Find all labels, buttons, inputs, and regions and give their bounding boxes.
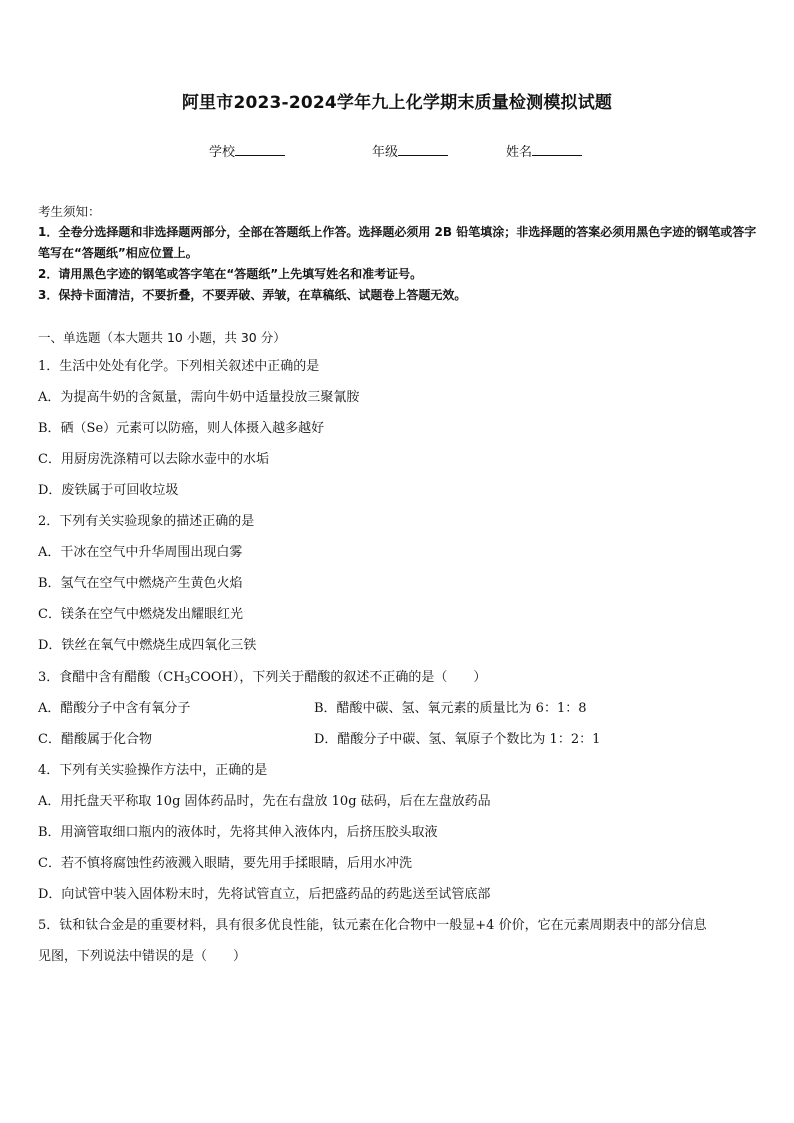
school-label: 学校 xyxy=(209,145,236,160)
school-blank[interactable] xyxy=(235,143,285,156)
question-4-option-b: B．用滴管取细口瓶内的液体时，先将其伸入液体内，后挤压胶头取液 xyxy=(38,825,438,840)
question-3-option-a: A．醋酸分子中含有氧分子 xyxy=(38,701,191,716)
grade-field xyxy=(372,141,448,160)
question-1-stem: 1．生活中处处有化学。下列相关叙述中正确的是 xyxy=(38,359,320,374)
question-5-stem-line-1: 5．钛和钛合金是的重要材料，具有很多优良性能，钛元素在化合物中一般显+4 价价，它在元素周期表中的部分信息 xyxy=(38,918,707,933)
section-heading: 一、单选题（本大题共 10 小题，共 30 分） xyxy=(38,330,286,345)
question-2-stem: 2．下列有关实验现象的描述正确的是 xyxy=(38,514,255,529)
question-3-option-d: D．醋酸分子中碳、氢、氧原子个数比为 1：2：1 xyxy=(314,732,601,747)
name-label: 姓名 xyxy=(506,145,533,160)
notice-item-2: 2．请用黑色字迹的钢笔或答字笔在“答题纸”上先填写姓名和准考证号。 xyxy=(38,267,423,281)
question-2-option-d: D．铁丝在氧气中燃烧生成四氧化三铁 xyxy=(38,638,257,653)
school-field xyxy=(209,141,285,160)
grade-blank[interactable] xyxy=(398,143,448,156)
question-1-option-b: B．硒（Se）元素可以防癌，则人体摄入越多越好 xyxy=(38,421,325,436)
notice-heading: 考生须知： xyxy=(38,204,101,219)
exam-notice xyxy=(38,201,758,306)
notice-item-1: 1．全卷分选择题和非选择题两部分，全部在答题纸上作答。选择题必须用 2B 铅笔填涂；非选择题的答案必须用黑色字迹的钢笔或答字笔写在“答题纸”相应位置上。 xyxy=(38,225,757,260)
question-4-stem: 4．下列有关实验操作方法中，正确的是 xyxy=(38,763,268,778)
question-2-option-a: A．干冰在空气中升华周围出现白雾 xyxy=(38,545,243,560)
question-1-option-d: D．废铁属于可回收垃圾 xyxy=(38,483,179,498)
name-blank[interactable] xyxy=(532,143,582,156)
question-1-option-a: A．为提高牛奶的含氮量，需向牛奶中适量投放三聚氰胺 xyxy=(38,390,360,405)
question-3-stem-pre: 3．食醋中含有醋酸（CH xyxy=(38,670,185,685)
exam-title: 阿里市2023-2024学年九上化学期末质量检测模拟试题 xyxy=(181,93,613,113)
question-1-option-c: C．用厨房洗涤精可以去除水壶中的水垢 xyxy=(38,452,269,467)
question-4-option-a: A．用托盘天平称取 10g 固体药品时，先在右盘放 10g 砝码，后在左盘放药品 xyxy=(38,794,491,809)
question-3-stem-subscript: 3 xyxy=(184,676,191,686)
question-4-option-d: D．向试管中装入固体粉末时，先将试管直立，后把盛药品的药匙送至试管底部 xyxy=(38,887,491,902)
question-3-stem xyxy=(38,666,486,686)
name-field xyxy=(506,141,582,160)
notice-item-3: 3．保持卡面清洁，不要折叠，不要弄破、弄皱，在草稿纸、试题卷上答题无效。 xyxy=(38,288,467,302)
question-2-option-c: C．镁条在空气中燃烧发出耀眼红光 xyxy=(38,607,243,622)
question-5-stem-line-2: 见图，下列说法中错误的是（ ） xyxy=(38,949,247,964)
question-3-option-b: B．醋酸中碳、氢、氧元素的质量比为 6：1：8 xyxy=(314,701,587,716)
question-3-option-c: C．醋酸属于化合物 xyxy=(38,732,152,747)
question-2-option-b: B．氢气在空气中燃烧产生黄色火焰 xyxy=(38,576,243,591)
question-4-option-c: C．若不慎将腐蚀性药液溅入眼睛，要先用手揉眼睛，后用水冲洗 xyxy=(38,856,412,871)
grade-label: 年级 xyxy=(372,145,399,160)
question-3-stem-post: COOH），下列关于醋酸的叙述不正确的是（ ） xyxy=(190,670,487,685)
